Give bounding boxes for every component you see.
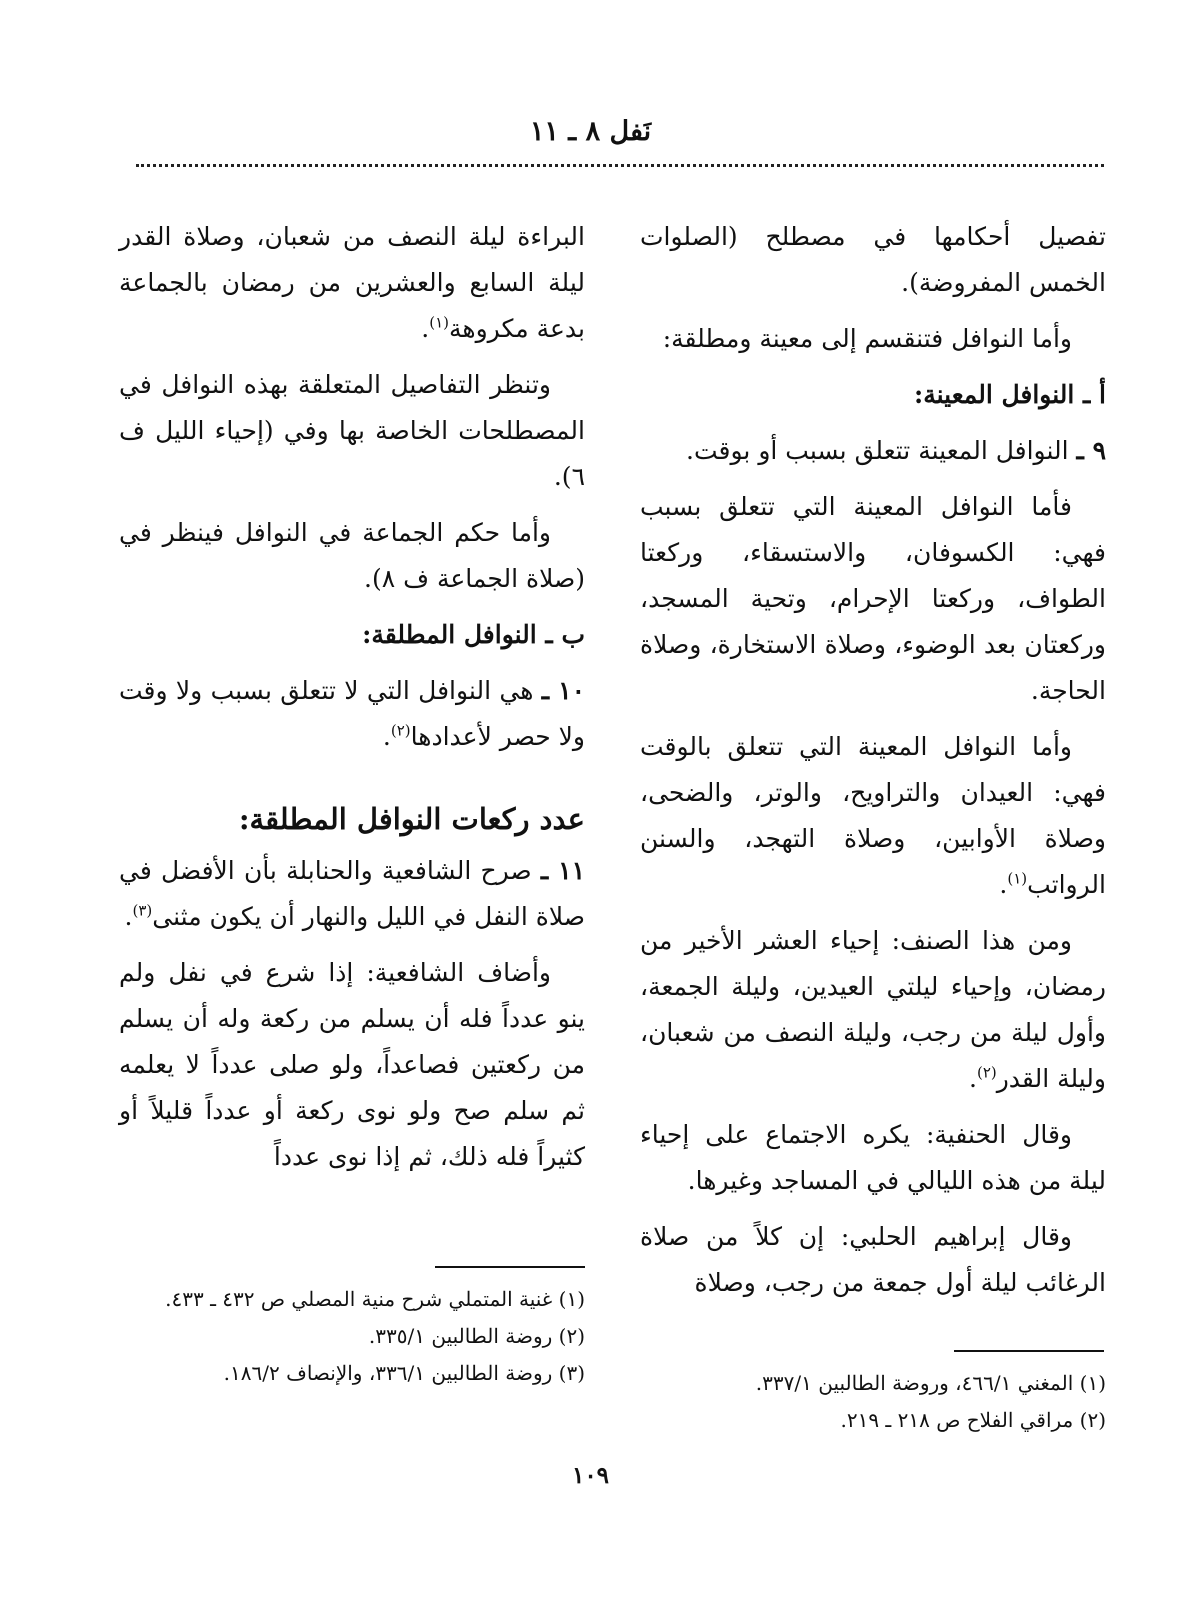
right-paragraph-3	[640, 428, 1106, 474]
paragraph-text: وأما النوافل المعينة التي تتعلق بالوقت فهي: العيدان والتراويح، والوتر، والضحى، وصلاة الأوابين، وصلاة التهجد، والسنن الرواتب	[640, 732, 1106, 899]
footnote-ref: (١)	[429, 313, 449, 332]
footnote-ref: (٣)	[132, 901, 153, 920]
left-paragraph-6: وأضاف الشافعية: إذا شرع في نفل ولم ينو عدداً فله أن يسلم من ركعة وله أن يسلم من ركعتين فصاعداً، ولو صلى عدداً لا يعلمه ثم سلم صح ولو نوى ركعة أو عدداً قليلاً أو كثيراً فله ذلك، ثم إذا نوى عدداً	[119, 958, 585, 1171]
footnotes-right	[640, 1366, 1106, 1440]
right-paragraph-4: فأما النوافل المعينة التي تتعلق بسبب فهي: الكسوفان، والاستسقاء، وركعتا الطواف، وركعتا الإحرام، وتحية المسجد، وركعتان بعد الوضوء، وصلاة الاستخارة، وصلاة الحاجة.	[640, 492, 1106, 705]
right-paragraph-8: وقال إبراهيم الحلبي: إن كلاً من صلاة الرغائب ليلة أول جمعة من رجب، وصلاة	[640, 1222, 1106, 1297]
footnote: (١) المغني ٤٦٦/١، وروضة الطالبين ٣٣٧/١.	[755, 1371, 1106, 1395]
footnote: (٣) روضة الطالبين ٣٣٦/١، والإنصاف ١٨٦/٢.	[223, 1361, 585, 1385]
footnote: (٢) روضة الطالبين ٣٣٥/١.	[368, 1324, 585, 1348]
footnote-divider-left	[435, 1266, 585, 1268]
footnote-divider-right	[954, 1350, 1104, 1352]
page-number: ١٠٩	[571, 1462, 610, 1489]
left-paragraph-3: وأما حكم الجماعة في النوافل فينظر في (صلاة الجماعة ف ٨).	[119, 518, 585, 593]
paragraph-number: ١١ ـ	[540, 856, 585, 885]
left-column	[119, 214, 585, 1190]
left-paragraph-2: وتنظر التفاصيل المتعلقة بهذه النوافل في المصطلحات الخاصة بها وفي (إحياء الليل ف ٦).	[119, 370, 585, 491]
footnote-ref: (٢)	[390, 721, 411, 740]
right-paragraph-5: وأما النوافل المعينة التي تتعلق بالوقت فهي: العيدان والتراويح، والوتر، والضحى، وصلاة الأوابين، وصلاة التهجد، والسنن الرواتب$^{(١)}$.	[640, 732, 1106, 899]
footnotes-left	[119, 1282, 585, 1393]
footnote-ref: (١)	[1007, 869, 1028, 888]
header-dotted-rule	[136, 164, 1104, 167]
subheading-absolute-nawafil: ب ـ النوافل المطلقة:	[362, 620, 585, 649]
section-heading: عدد ركعات النوافل المطلقة:	[238, 802, 585, 836]
footnote: (٢) مراقي الفلاح ص ٢١٨ ـ ٢١٩.	[840, 1408, 1106, 1432]
paragraph-number: ٩ ـ	[1076, 436, 1106, 465]
right-paragraph-7: وقال الحنفية: يكره الاجتماع على إحياء ليلة من هذه الليالي في المساجد وغيرها.	[640, 1120, 1106, 1195]
paragraph-text: ومن هذا الصنف: إحياء العشر الأخير من رمضان، وإحياء ليلتي العيدين، وليلة الجمعة، وأول ليلة من رجب، وليلة النصف من شعبان، وليلة القدر	[640, 926, 1106, 1093]
paragraph-number: ١٠ ـ	[541, 676, 585, 705]
right-paragraph-1: تفصيل أحكامها في مصطلح (الصلوات الخمس المفروضة).	[640, 222, 1106, 297]
right-column	[640, 214, 1106, 1316]
paragraph-text: النوافل المعينة تتعلق بسبب أو بوقت.	[686, 436, 1077, 465]
right-paragraph-2: وأما النوافل فتنقسم إلى معينة ومطلقة:	[662, 324, 1072, 353]
page-header	[0, 112, 1181, 152]
subheading-specific-nawafil: أ ـ النوافل المعينة:	[913, 380, 1106, 409]
paragraph-text: هي النوافل التي لا تتعلق بسبب ولا وقت ولا حصر لأعدادها	[119, 676, 585, 751]
left-paragraph-1: البراءة ليلة النصف من شعبان، وصلاة القدر ليلة السابع والعشرين من رمضان بالجماعة بدعة مكروهة$^{(١)}$.	[119, 222, 585, 343]
paragraph-text: البراءة ليلة النصف من شعبان، وصلاة القدر ليلة السابع والعشرين من رمضان بالجماعة بدعة مكروهة	[119, 222, 585, 343]
left-paragraph-4: ١٠ ـ هي النوافل التي لا تتعلق بسبب ولا وقت ولا حصر لأعدادها$^{(٢)}$.	[119, 676, 585, 751]
paragraph-text: صرح الشافعية والحنابلة بأن الأفضل في صلاة النفل في الليل والنهار أن يكون مثنى	[119, 856, 585, 931]
footnote-ref: (٢)	[976, 1063, 997, 1082]
left-paragraph-5: ١١ ـ صرح الشافعية والحنابلة بأن الأفضل في صلاة النفل في الليل والنهار أن يكون مثنى$^{(٣)}$.	[119, 856, 585, 931]
footnote: (١) غنية المتملي شرح منية المصلي ص ٤٣٢ ـ ٤٣٣.	[165, 1287, 585, 1311]
page-header-title: نَفل ٨ ـ ١١	[529, 116, 652, 147]
right-paragraph-6: ومن هذا الصنف: إحياء العشر الأخير من رمضان، وإحياء ليلتي العيدين، وليلة الجمعة، وأول ليلة من رجب، وليلة النصف من شعبان، وليلة القدر$^{(٢)}$.	[640, 926, 1106, 1093]
